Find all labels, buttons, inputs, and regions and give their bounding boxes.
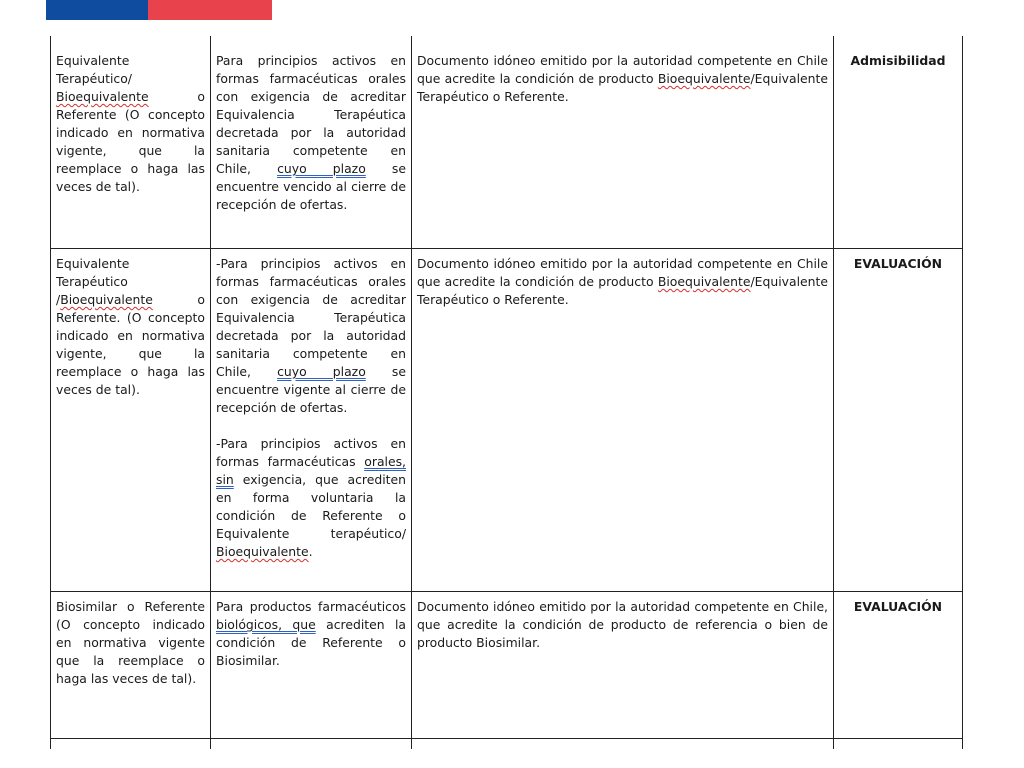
table-row	[51, 36, 963, 249]
brand-bar-red	[148, 0, 272, 20]
status-cell: Admisibilidad	[834, 36, 963, 249]
requirement-text: Equivalente Terapéutico /Bioequivalente o Referente. (O concepto indicado en normativa vigente, que la reemplace o haga las veces de tal).	[56, 256, 205, 397]
requirement-cell	[51, 592, 211, 739]
applicability-text-voluntaria: -Para principios activos en formas farmacéuticas orales, sin exigencia, que acrediten en forma voluntaria la condición de Referente o Equivalente terapéutico/ Bioequivalente.	[216, 436, 406, 559]
brand-bar-blue	[46, 0, 148, 20]
document-text: Documento idóneo emitido por la autoridad competente en Chile que acredite la condición de producto Bioequivalente/Equivalente Terapéutico o Referente.	[417, 53, 828, 104]
document-cell	[412, 36, 834, 249]
cut-cell	[412, 739, 834, 750]
cut-cell	[834, 739, 963, 750]
status-cell: EVALUACIÓN	[834, 249, 963, 592]
applicability-text: Para principios activos en formas farmacéuticas orales con exigencia de acreditar Equivalencia Terapéutica decretada por la autoridad sanitaria competente en Chile, cuyo plazo se encuentre vencido al cierre de recepción de ofertas.	[216, 53, 406, 212]
table-row	[51, 249, 963, 592]
brand-color-bar	[46, 0, 272, 20]
applicability-text: Para productos farmacéuticos biológicos, que acrediten la condición de Referente o Biosimilar.	[216, 599, 407, 668]
requirement-text: Equivalente Terapéutico/ Bioequivalente o Referente (O concepto indicado en normativa vigente, que la reemplace o haga las veces de tal).	[56, 53, 205, 194]
applicability-cell	[211, 592, 412, 739]
cut-cell	[211, 739, 412, 750]
applicability-cell	[211, 249, 412, 592]
table-row-cut-off	[51, 739, 963, 750]
table-row	[51, 592, 963, 739]
applicability-cell	[211, 36, 412, 249]
applicability-text-vigente: -Para principios activos en formas farmacéuticas orales con exigencia de acreditar Equivalencia Terapéutica decretada por la autoridad sanitaria competente en Chile, cuyo plazo se encuentre vigente al cierre de recepción de ofertas.	[216, 256, 406, 415]
document-cell	[412, 592, 834, 739]
requirement-text: Biosimilar o Referente (O concepto indicado en normativa vigente que la reemplace o haga las veces de tal).	[56, 599, 205, 686]
requirements-table	[50, 36, 963, 749]
status-cell: EVALUACIÓN	[834, 592, 963, 739]
requirement-cell	[51, 36, 211, 249]
document-cell	[412, 249, 834, 592]
requirement-cell	[51, 249, 211, 592]
document-text: Documento idóneo emitido por la autoridad competente en Chile, que acredite la condición de producto de referencia o bien de producto Biosimilar.	[417, 599, 828, 650]
document-text: Documento idóneo emitido por la autoridad competente en Chile que acredite la condición de producto Bioequivalente/Equivalente Terapéutico o Referente.	[417, 256, 828, 307]
cut-cell	[51, 739, 211, 750]
